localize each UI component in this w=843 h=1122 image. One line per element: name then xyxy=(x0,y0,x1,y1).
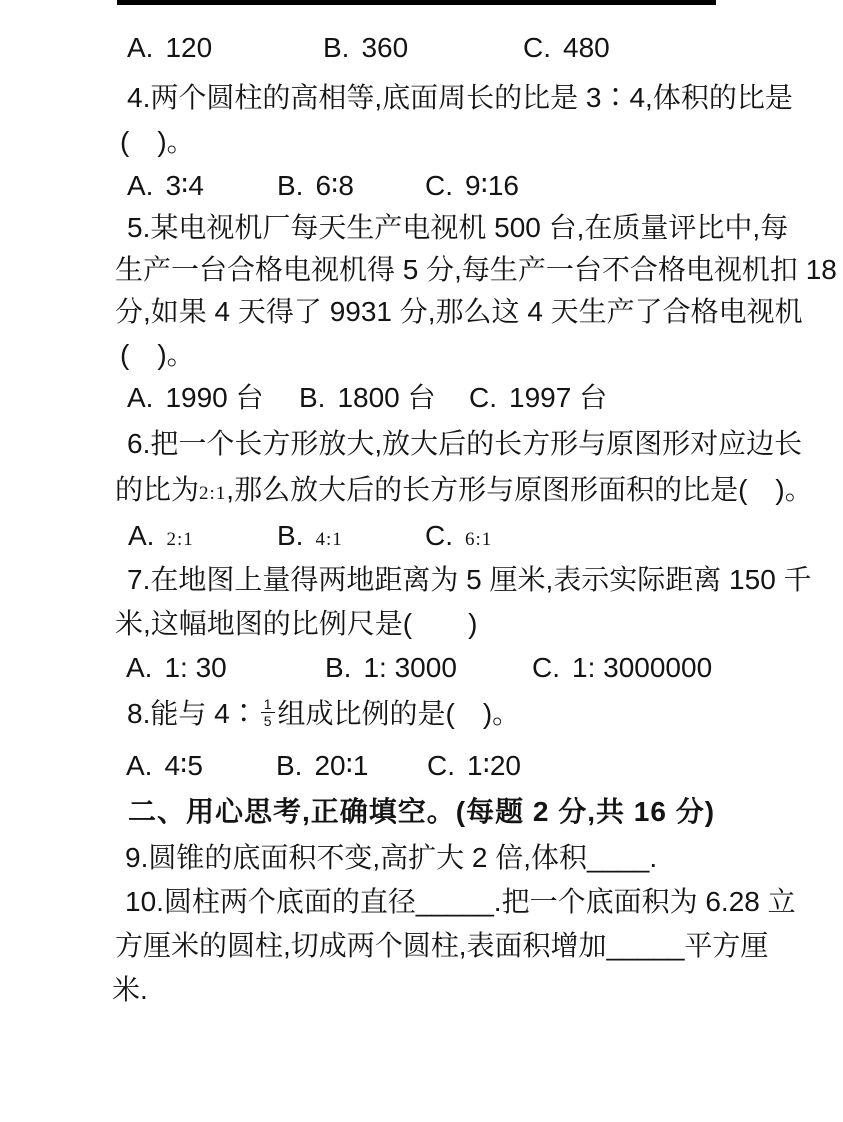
option-letter: B. xyxy=(277,170,304,201)
option-letter: B. xyxy=(299,382,326,413)
fraction-numerator: 1 xyxy=(263,696,272,713)
question-6-text-line-1: 6.把一个长方形放大,放大后的长方形与原图形对应边长 xyxy=(127,428,803,459)
option-value: 360 xyxy=(361,32,409,63)
q7-line-2-row xyxy=(0,602,843,646)
section-2-title: 二、用心思考,正确填空。(每题 2 分,共 16 分) xyxy=(128,796,716,827)
q5-option-a xyxy=(127,376,264,420)
q4-answer-parens: ( )。 xyxy=(120,126,195,157)
q8-pre: 8.能与 4∶ xyxy=(127,698,258,729)
option-letter: C. xyxy=(469,382,497,413)
question-10-text-line-1: 10.圆柱两个底面的直径_____.把一个底面积为 6.28 立 xyxy=(125,886,796,917)
option-letter: B. xyxy=(277,520,304,551)
option-value: 1∶20 xyxy=(467,750,522,781)
option-letter: C. xyxy=(425,170,453,201)
option-letter: B. xyxy=(325,652,352,683)
q6-line2-pre: 的比为 xyxy=(115,474,200,505)
q8-option-c xyxy=(427,744,521,788)
option-letter: A. xyxy=(127,170,154,201)
question-7-text-line-1: 7.在地图上量得两地距离为 5 厘米,表示实际距离 150 千 xyxy=(127,564,812,595)
q6-option-c xyxy=(425,514,492,562)
option-value: 1997 台 xyxy=(509,382,608,413)
option-letter: C. xyxy=(425,520,453,551)
option-letter: C. xyxy=(523,32,551,63)
q6-option-b xyxy=(277,514,343,562)
option-letter: A. xyxy=(127,382,154,413)
q4-line-1-row xyxy=(0,76,843,120)
question-6-text-line-2 xyxy=(115,468,813,516)
q6-options-row xyxy=(0,514,843,558)
q3-options-row xyxy=(0,26,843,70)
q3-option-b xyxy=(323,26,408,70)
q4-options-row xyxy=(0,164,843,208)
q3-option-a xyxy=(127,26,212,70)
q7-option-c xyxy=(532,646,712,690)
q8-line-row xyxy=(0,692,843,736)
section-2-header-row xyxy=(0,790,843,834)
option-value: 120 xyxy=(165,32,213,63)
q6-line2-post: ,那么放大后的长方形与原图形面积的比是( )。 xyxy=(226,474,813,505)
question-10-text-line-3: 米. xyxy=(112,974,148,1005)
q7-option-a xyxy=(126,646,227,690)
option-letter: B. xyxy=(323,32,350,63)
fraction-one-fifth xyxy=(261,696,275,729)
q10-line-1-row xyxy=(0,880,843,924)
q3-option-c xyxy=(523,26,610,70)
q7-option-b xyxy=(325,646,457,690)
option-value: 2:1 xyxy=(166,529,194,550)
q5-options-row xyxy=(0,376,843,420)
q10-line-3-row xyxy=(0,968,843,1012)
q8-option-b xyxy=(276,744,368,788)
option-value: 4:1 xyxy=(315,529,343,550)
option-letter: C. xyxy=(532,652,560,683)
option-letter: A. xyxy=(126,750,153,781)
q4-option-c xyxy=(425,164,519,208)
option-value: 1800 台 xyxy=(337,382,436,413)
q8-option-a xyxy=(126,744,203,788)
option-value: 1: 3000 xyxy=(363,652,457,683)
q5-line-2-row xyxy=(0,248,843,292)
option-value: 4∶5 xyxy=(164,750,203,781)
q4-option-a xyxy=(127,164,204,208)
question-4-text: 4.两个圆柱的高相等,底面周长的比是 3∶4,体积的比是 xyxy=(127,82,793,113)
option-letter: B. xyxy=(276,750,303,781)
q5-option-b xyxy=(299,376,436,420)
q5-option-c xyxy=(469,376,607,420)
question-7-text-line-2: 米,这幅地图的比例尺是( ) xyxy=(115,608,478,639)
q5-answer-parens: ( )。 xyxy=(120,339,195,370)
q5-line-1-row xyxy=(0,206,843,250)
option-letter: A. xyxy=(126,652,153,683)
q10-line-2-row xyxy=(0,924,843,968)
q4-line-2-row xyxy=(0,120,843,164)
top-rule xyxy=(117,0,716,5)
question-5-text-line-3: 分,如果 4 天得了 9931 分,那么这 4 天生产了合格电视机 xyxy=(115,296,803,327)
option-value: 1: 30 xyxy=(164,652,227,683)
question-5-text-line-1: 5.某电视机厂每天生产电视机 500 台,在质量评比中,每 xyxy=(127,212,789,243)
option-value: 1: 3000000 xyxy=(572,652,713,683)
option-value: 9∶16 xyxy=(465,170,520,201)
q9-line-row xyxy=(0,836,843,880)
q6-line-2-row xyxy=(0,468,843,512)
question-5-text-line-2: 生产一台合格电视机得 5 分,每生产一台不合格电视机扣 18 xyxy=(115,254,837,285)
q7-line-1-row xyxy=(0,558,843,602)
option-letter: C. xyxy=(427,750,455,781)
q6-line-1-row xyxy=(0,422,843,466)
q5-line-4-row xyxy=(0,333,843,377)
option-value: 1990 台 xyxy=(165,382,264,413)
question-10-text-line-2: 方厘米的圆柱,切成两个圆柱,表面积增加_____平方厘 xyxy=(115,930,769,961)
q8-options-row xyxy=(0,744,843,788)
question-8-text xyxy=(127,692,719,736)
fraction-denominator: 5 xyxy=(261,712,275,729)
q8-post: 组成比例的是( )。 xyxy=(277,698,521,729)
option-value: 20∶1 xyxy=(314,750,369,781)
q6-ratio-value: 2:1 xyxy=(199,483,227,504)
q6-option-a xyxy=(128,514,194,562)
option-value: 3∶4 xyxy=(165,170,204,201)
q7-options-row xyxy=(0,646,843,690)
question-9-text: 9.圆锥的底面积不变,高扩大 2 倍,体积____. xyxy=(125,842,658,873)
option-value: 6:1 xyxy=(465,529,493,550)
option-value: 480 xyxy=(563,32,610,63)
option-letter: A. xyxy=(127,32,154,63)
q5-line-3-row xyxy=(0,290,843,334)
option-letter: A. xyxy=(128,520,155,551)
q4-option-b xyxy=(277,164,354,208)
option-value: 6∶8 xyxy=(315,170,354,201)
